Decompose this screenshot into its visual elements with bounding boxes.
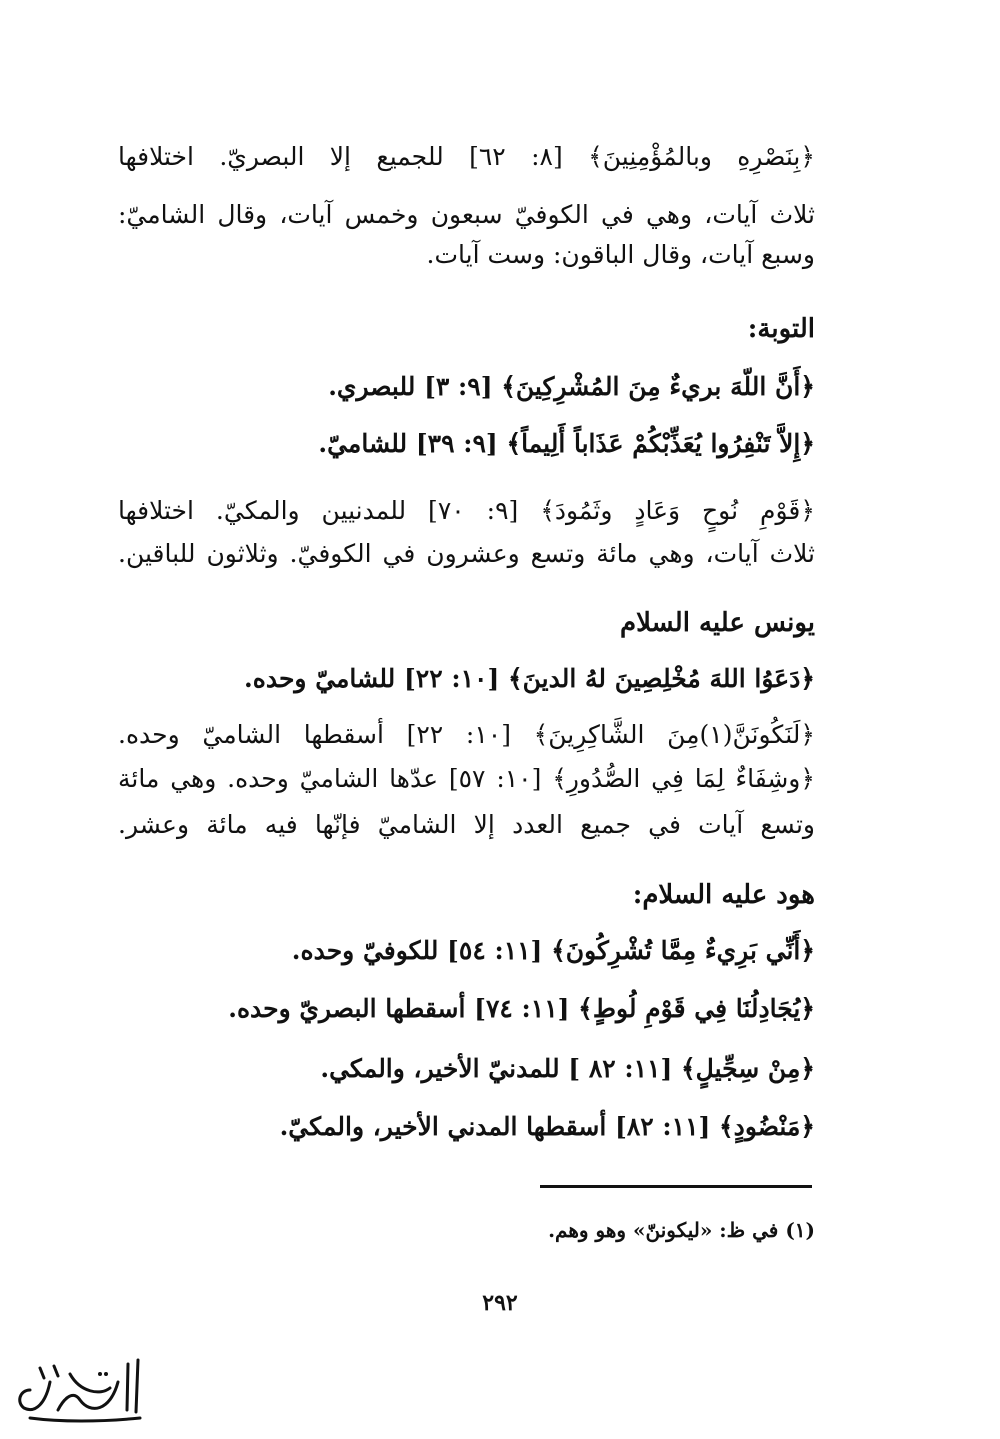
section-heading: يونس عليه السلام <box>619 608 815 638</box>
verse-line: ﴿قَوْمِ نُوحٍ وَعَادٍ وثَمُودَ﴾ [٩: ٧٠] للمدنيين والمكيّ. اختلافها <box>118 496 816 525</box>
verse-line: ﴿دَعَوُا اللهَ مُخْلِصِينَ لهُ الدينَ﴾ [١٠: ٢٢] للشاميّ وحده. <box>244 664 815 693</box>
verse-line: ﴿أَنِّي بَرِيءٌ مِمَّا تُشْرِكُونَ﴾ [١١: ٥٤] للكوفيّ وحده. <box>291 936 815 965</box>
text-line: ثلاث آيات، وهي في الكوفيّ سبعون وخمس آيات، وقال الشاميّ: <box>118 200 815 229</box>
section-heading: هود عليه السلام: <box>632 880 815 910</box>
text-line: ﴿بِنَصْرِهِ وبالمُؤْمِنِينَ﴾ [٨: ٦٢] للجميع إلا البصريّ. اختلافها <box>118 142 815 171</box>
text-line: وتسع آيات في جميع العدد إلا الشاميّ فإنّها فيه مائة وعشر. <box>118 810 815 839</box>
verse-line: ﴿إِلاَّ تَنْفِرُوا يُعَذِّبْكُمْ عَذَاباً أَلِيماً﴾ [٩: ٣٩] للشاميّ. <box>318 429 815 458</box>
publisher-logo-icon <box>10 1352 150 1432</box>
verse-line: ﴿وشِفَاءٌ لِمَا فِي الصُّدُورِ﴾ [١٠: ٥٧] عدّها الشاميّ وحده. وهي مائة <box>118 764 816 793</box>
text-line: ثلاث آيات، وهي مائة وتسع وعشرون في الكوفيّ. وثلاثون للباقين. <box>118 539 815 568</box>
verse-line: ﴿لَنَكُونَنَّ(١)مِنَ الشَّاكِرِينَ﴾ [١٠: ٢٢] أسقطها الشاميّ وحده. <box>118 720 816 749</box>
footnote-divider <box>540 1185 812 1188</box>
page-number: ٢٩٢ <box>482 1290 518 1316</box>
footnote: (١) في ظ: «ليكوننّ» وهو وهم. <box>548 1218 815 1242</box>
text-line: وسبع آيات، وقال الباقون: وست آيات. <box>426 240 815 269</box>
section-heading: التوبة: <box>747 314 815 344</box>
verse-line: ﴿يُجَادِلُنَا فِي قَوْمِ لُوطٍ﴾ [١١: ٧٤] أسقطها البصريّ وحده. <box>228 994 815 1023</box>
verse-line: ﴿مَنْضُودٍ﴾ [١١: ٨٢] أسقطها المدني الأخير، والمكيّ. <box>279 1112 815 1141</box>
verse-line: ﴿مِنْ سِجِّيلٍ﴾ [١١: ٨٢ ] للمدنيّ الأخير، والمكي. <box>320 1054 815 1083</box>
verse-line: ﴿أَنَّ اللّهَ بريءٌ مِنَ المُشْرِكِينَ﴾ [٩: ٣] للبصري. <box>328 372 815 401</box>
